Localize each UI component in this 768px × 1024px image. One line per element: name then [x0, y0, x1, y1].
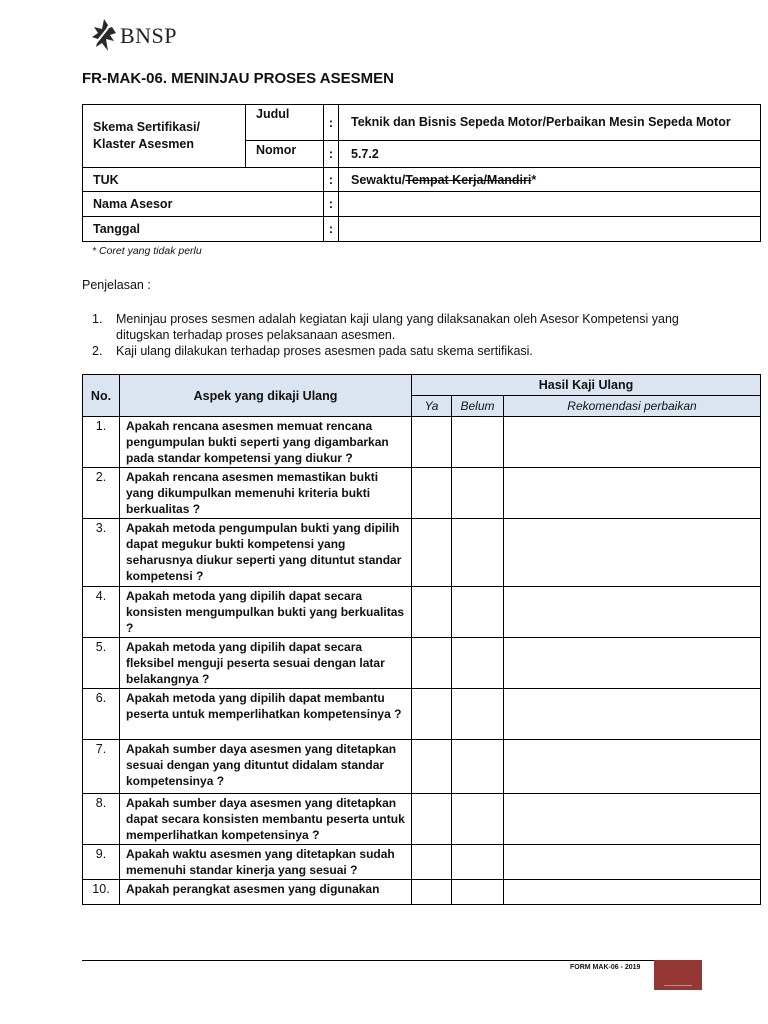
- tuk-value: [339, 168, 761, 192]
- judul-label: Judul: [246, 105, 324, 141]
- tanggal-colon: :: [324, 217, 339, 242]
- row-question: Apakah sumber daya asesmen yang ditetapkan dapat secara konsisten membantu peserta untuk memperlihatkan kompetensinya ?: [120, 794, 412, 845]
- ya-cell[interactable]: [412, 638, 452, 689]
- belum-cell[interactable]: [452, 689, 504, 740]
- belum-cell[interactable]: [452, 519, 504, 587]
- penjelasan-list: [92, 311, 712, 359]
- info-table: [82, 104, 761, 242]
- belum-cell[interactable]: [452, 417, 504, 468]
- row-number: 3.: [83, 519, 120, 587]
- ya-cell[interactable]: [412, 880, 452, 905]
- belum-cell[interactable]: [452, 845, 504, 880]
- belum-cell[interactable]: [452, 468, 504, 519]
- row-question: Apakah rencana asesmen memastikan bukti yang dikumpulkan memenuhi kriteria bukti berkualitas ?: [120, 468, 412, 519]
- belum-cell[interactable]: [452, 638, 504, 689]
- header-ya: Ya: [412, 396, 452, 417]
- rekomendasi-cell[interactable]: [504, 740, 761, 794]
- belum-cell[interactable]: [452, 740, 504, 794]
- penjelasan-title: Penjelasan :: [82, 278, 151, 292]
- table-row: [83, 638, 761, 689]
- header-aspek: Aspek yang dikaji Ulang: [120, 375, 412, 417]
- footer-page-box: [654, 960, 702, 990]
- table-row: [83, 468, 761, 519]
- asesor-value: [339, 192, 761, 217]
- ya-cell[interactable]: [412, 468, 452, 519]
- table-row: [83, 740, 761, 794]
- ya-cell[interactable]: [412, 740, 452, 794]
- table-row: [83, 519, 761, 587]
- list-item-text: Meninjau proses sesmen adalah kegiatan kaji ulang yang dilaksanakan oleh Asesor Kompetensi yang ditugskan terhadap proses pelaksanaan asesmen.: [116, 312, 679, 342]
- bnsp-logo: [90, 16, 177, 56]
- row-question: Apakah metoda yang dipilih dapat secara fleksibel menguji peserta sesuai dengan latar belakangnya ?: [120, 638, 412, 689]
- row-question: Apakah metoda yang dipilih dapat secara konsisten mengumpulkan bukti yang berkualitas ?: [120, 587, 412, 638]
- asesor-colon: :: [324, 192, 339, 217]
- table-row: [83, 845, 761, 880]
- tuk-value-struck: Tempat Kerja/Mandiri: [405, 172, 532, 187]
- skema-label: Skema Sertifikasi/ Klaster Asesmen: [83, 105, 246, 168]
- ya-cell[interactable]: [412, 845, 452, 880]
- row-question: Apakah sumber daya asesmen yang ditetapkan sesuai dengan yang dituntut didalam standar kompetensinya ?: [120, 740, 412, 794]
- row-number: 4.: [83, 587, 120, 638]
- ya-cell[interactable]: [412, 417, 452, 468]
- tuk-value-plain: Sewaktu/: [351, 172, 406, 187]
- row-number: 10.: [83, 880, 120, 905]
- ya-cell[interactable]: [412, 689, 452, 740]
- nomor-colon: :: [324, 141, 339, 168]
- tanggal-label: Tanggal: [83, 217, 324, 242]
- form-title: FR-MAK-06. MENINJAU PROSES ASESMEN: [82, 70, 394, 87]
- rekomendasi-cell[interactable]: [504, 845, 761, 880]
- footer-divider: [82, 960, 698, 961]
- tuk-label: TUK: [83, 168, 324, 192]
- row-number: 7.: [83, 740, 120, 794]
- tuk-colon: :: [324, 168, 339, 192]
- belum-cell[interactable]: [452, 587, 504, 638]
- row-number: 2.: [83, 468, 120, 519]
- header-rekomendasi: Rekomendasi perbaikan: [504, 396, 761, 417]
- judul-value: Teknik dan Bisnis Sepeda Motor/Perbaikan Mesin Sepeda Motor: [339, 105, 761, 141]
- list-item-text: Kaji ulang dilakukan terhadap proses asesmen pada satu skema sertifikasi.: [116, 344, 533, 358]
- ya-cell[interactable]: [412, 794, 452, 845]
- tuk-value-suffix: *: [531, 172, 537, 187]
- logo-text: BNSP: [120, 23, 178, 48]
- rekomendasi-cell[interactable]: [504, 519, 761, 587]
- header-no: No.: [83, 375, 120, 417]
- belum-cell[interactable]: [452, 880, 504, 905]
- rekomendasi-cell[interactable]: [504, 587, 761, 638]
- list-item-number: 2.: [92, 344, 103, 358]
- ya-cell[interactable]: [412, 587, 452, 638]
- table-row: [83, 417, 761, 468]
- judul-colon: :: [324, 105, 339, 141]
- row-number: 6.: [83, 689, 120, 740]
- row-number: 8.: [83, 794, 120, 845]
- nomor-value: 5.7.2: [339, 141, 761, 168]
- footer-form-code: FORM MAK-06 - 2019: [570, 964, 641, 971]
- asesor-label: Nama Asesor: [83, 192, 324, 217]
- review-table: [82, 374, 761, 905]
- header-hasil: Hasil Kaji Ulang: [412, 375, 761, 396]
- rekomendasi-cell[interactable]: [504, 468, 761, 519]
- row-question: Apakah perangkat asesmen yang digunakan: [120, 880, 412, 905]
- footer-box-rule: [664, 985, 692, 986]
- list-item: [92, 311, 712, 343]
- row-question: Apakah metoda pengumpulan bukti yang dipilih dapat megukur bukti kompetensi yang seharusnya diukur seperti yang dituntut standar kompetensi ?: [120, 519, 412, 587]
- row-number: 1.: [83, 417, 120, 468]
- table-row: [83, 689, 761, 740]
- row-number: 5.: [83, 638, 120, 689]
- list-item: [92, 343, 712, 359]
- table-row: [83, 794, 761, 845]
- rekomendasi-cell[interactable]: [504, 417, 761, 468]
- tanggal-value: [339, 217, 761, 242]
- list-item-number: 1.: [92, 312, 103, 326]
- garuda-emblem-icon: [90, 17, 118, 55]
- row-question: Apakah rencana asesmen memuat rencana pengumpulan bukti seperti yang digambarkan pada standar kompetensi yang diukur ?: [120, 417, 412, 468]
- header-belum: Belum: [452, 396, 504, 417]
- row-question: Apakah waktu asesmen yang ditetapkan sudah memenuhi standar kinerja yang sesuai ?: [120, 845, 412, 880]
- belum-cell[interactable]: [452, 794, 504, 845]
- rekomendasi-cell[interactable]: [504, 794, 761, 845]
- footnote: * Coret yang tidak perlu: [92, 245, 202, 257]
- rekomendasi-cell[interactable]: [504, 689, 761, 740]
- row-number: 9.: [83, 845, 120, 880]
- table-row: [83, 587, 761, 638]
- nomor-label: Nomor: [246, 141, 324, 168]
- row-question: Apakah metoda yang dipilih dapat membantu peserta untuk memperlihatkan kompetensinya ?: [120, 689, 412, 740]
- table-row: [83, 880, 761, 905]
- ya-cell[interactable]: [412, 519, 452, 587]
- rekomendasi-cell[interactable]: [504, 880, 761, 905]
- rekomendasi-cell[interactable]: [504, 638, 761, 689]
